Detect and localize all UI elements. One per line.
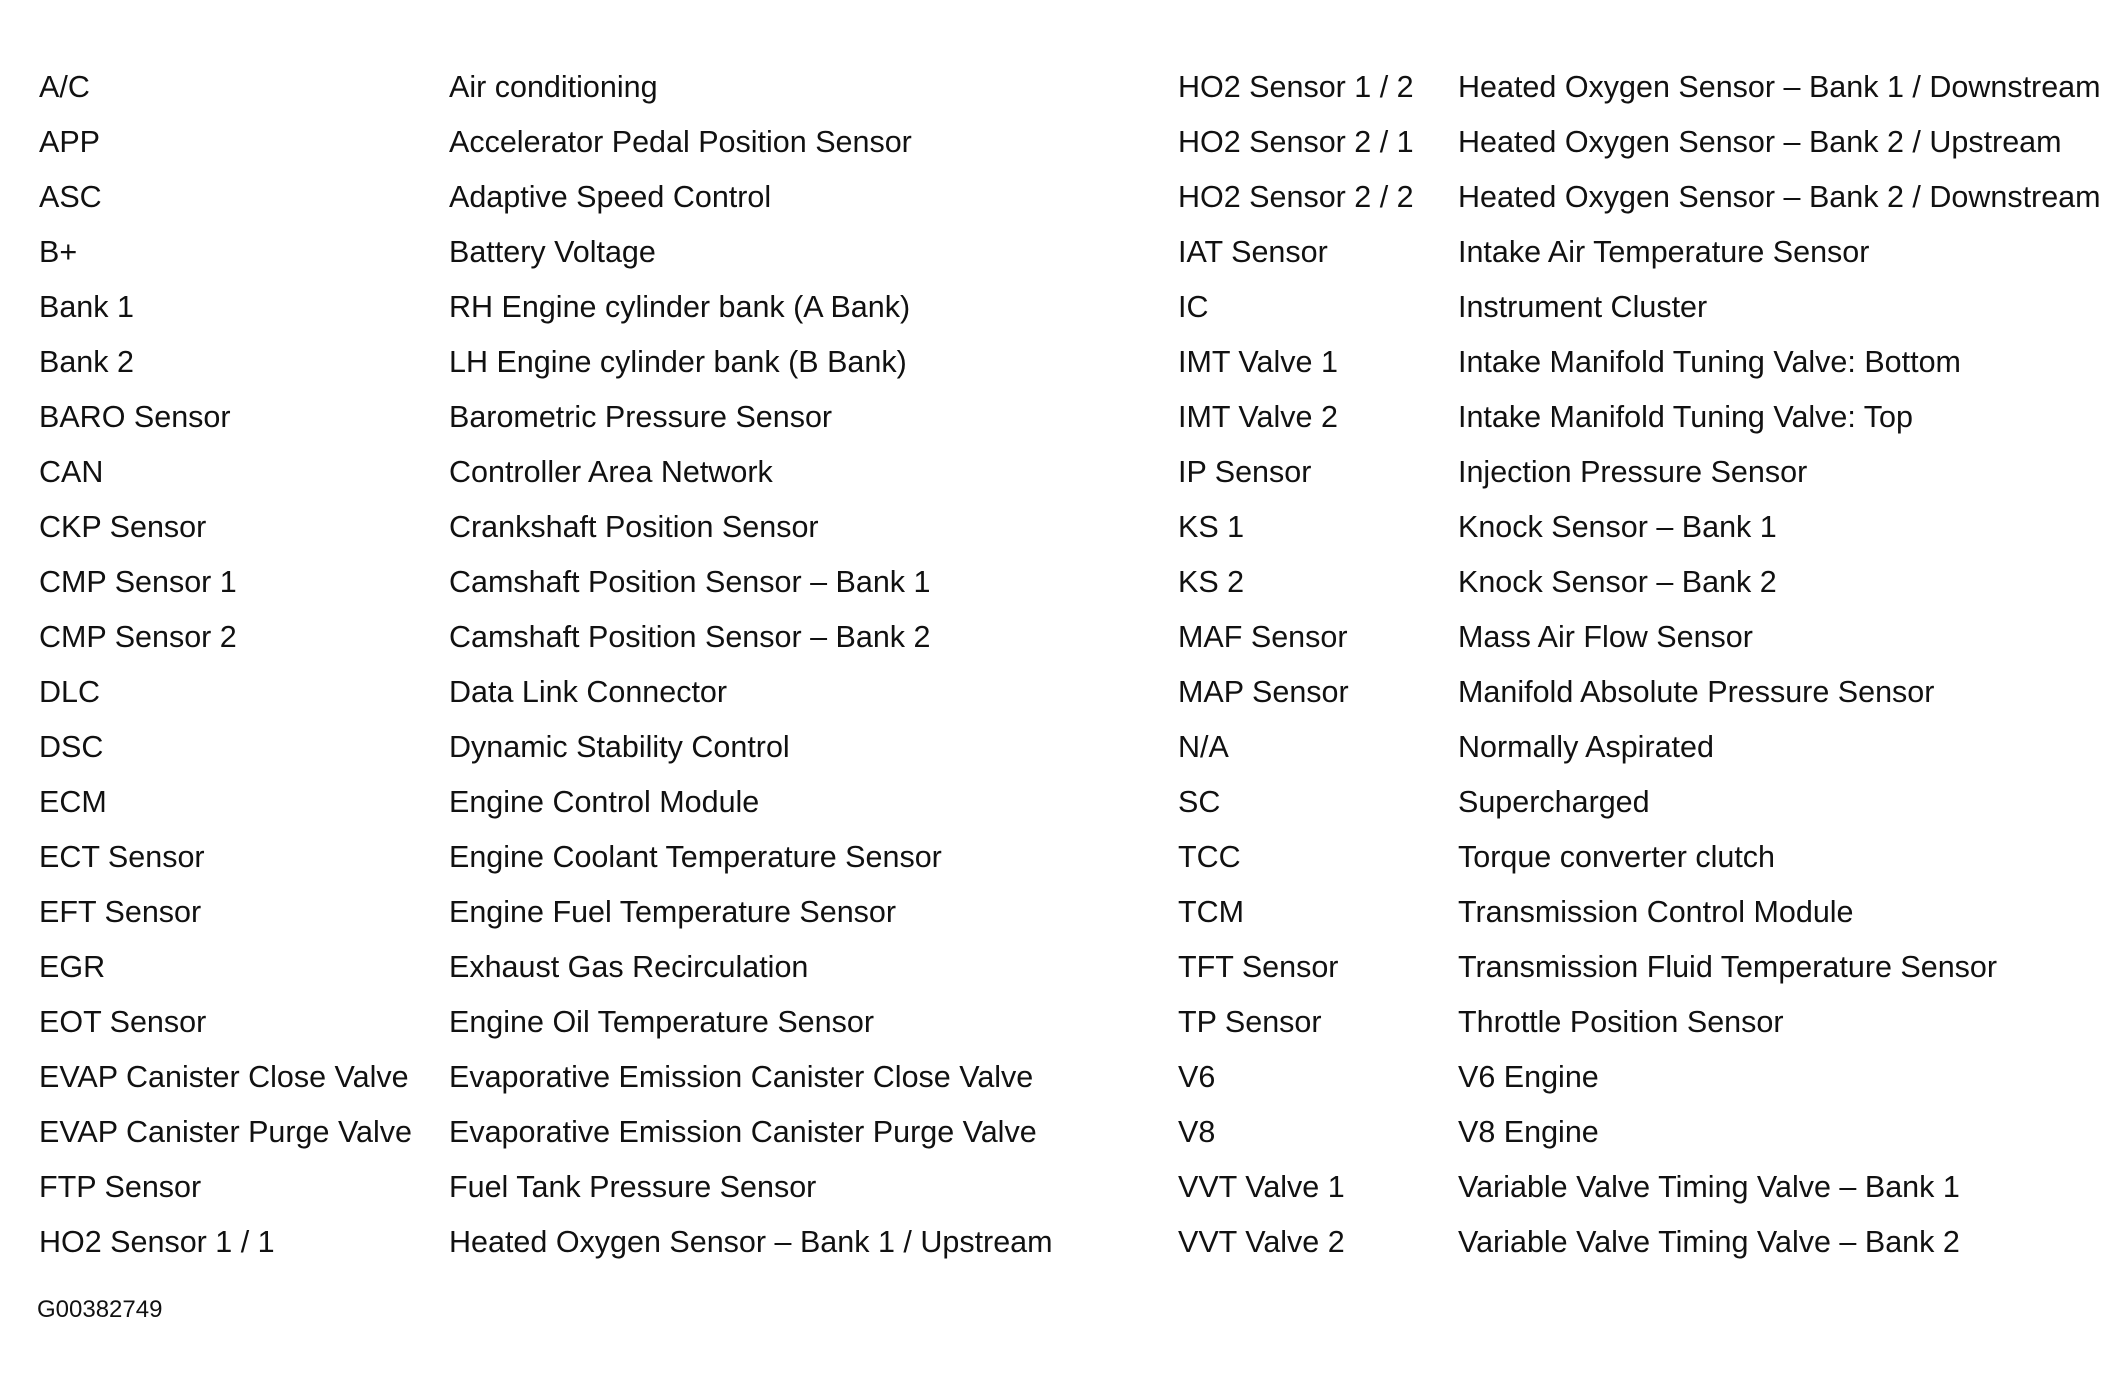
- abbreviation-definition: Instrument Cluster: [1458, 290, 1708, 324]
- abbreviation-row: [1160, 335, 2119, 390]
- abbreviation-row: [0, 500, 1160, 555]
- abbreviation-row: [1160, 280, 2119, 335]
- abbreviation-row: [1160, 170, 2119, 225]
- abbreviation-term: CAN: [39, 455, 104, 489]
- abbreviation-row: [1160, 610, 2119, 665]
- abbreviation-term: VVT Valve 1: [1178, 1170, 1345, 1204]
- abbreviation-definition: Intake Manifold Tuning Valve: Bottom: [1458, 345, 1961, 379]
- abbreviation-definition: Injection Pressure Sensor: [1458, 455, 1808, 489]
- abbreviation-term: A/C: [39, 70, 90, 104]
- abbreviation-term: EVAP Canister Close Valve: [39, 1060, 409, 1094]
- abbreviation-definition: Evaporative Emission Canister Close Valve: [449, 1060, 1034, 1094]
- abbreviation-row: [0, 610, 1160, 665]
- abbreviation-row: [1160, 390, 2119, 445]
- abbreviation-term: IMT Valve 2: [1178, 400, 1338, 434]
- abbreviation-row: [0, 1050, 1160, 1105]
- abbreviation-definition: Intake Air Temperature Sensor: [1458, 235, 1870, 269]
- abbreviation-row: [0, 390, 1160, 445]
- abbreviation-term: MAP Sensor: [1178, 675, 1349, 709]
- abbreviation-definition: Crankshaft Position Sensor: [449, 510, 819, 544]
- abbreviation-definition: V6 Engine: [1458, 1060, 1599, 1094]
- abbreviation-row: [0, 225, 1160, 280]
- abbreviation-definition: Variable Valve Timing Valve – Bank 1: [1458, 1170, 1960, 1204]
- abbreviation-definition: Engine Fuel Temperature Sensor: [449, 895, 897, 929]
- abbreviation-row: [1160, 225, 2119, 280]
- abbreviation-definition: Engine Oil Temperature Sensor: [449, 1005, 874, 1039]
- abbreviation-definition: Variable Valve Timing Valve – Bank 2: [1458, 1225, 1960, 1259]
- abbreviation-definition: Evaporative Emission Canister Purge Valve: [449, 1115, 1037, 1149]
- abbreviation-definition: V8 Engine: [1458, 1115, 1599, 1149]
- abbreviation-row: [0, 170, 1160, 225]
- abbreviation-row: [0, 1105, 1160, 1160]
- abbreviation-row: [1160, 60, 2119, 115]
- abbreviation-definition: Knock Sensor – Bank 2: [1458, 565, 1777, 599]
- abbreviation-row: [0, 60, 1160, 115]
- abbreviation-row: [1160, 995, 2119, 1050]
- abbreviation-term: DLC: [39, 675, 101, 709]
- abbreviation-row: [0, 940, 1160, 995]
- abbreviation-definition: Transmission Control Module: [1458, 895, 1854, 929]
- abbreviation-term: B+: [39, 235, 78, 269]
- abbreviation-row: [1160, 1160, 2119, 1215]
- abbreviation-term: V8: [1178, 1115, 1216, 1149]
- abbreviation-term: MAF Sensor: [1178, 620, 1348, 654]
- abbreviation-row: [0, 1215, 1160, 1270]
- abbreviation-term: TCM: [1178, 895, 1245, 929]
- abbreviation-term: ECM: [39, 785, 107, 819]
- abbreviation-row: [1160, 500, 2119, 555]
- abbreviation-row: [0, 280, 1160, 335]
- abbreviation-term: CMP Sensor 2: [39, 620, 237, 654]
- abbreviation-definition: Supercharged: [1458, 785, 1650, 819]
- abbreviation-row: [0, 555, 1160, 610]
- abbreviation-row: [1160, 940, 2119, 995]
- abbreviation-definition: Torque converter clutch: [1458, 840, 1776, 874]
- abbreviation-definition: Camshaft Position Sensor – Bank 2: [449, 620, 931, 654]
- abbreviation-definition: Transmission Fluid Temperature Sensor: [1458, 950, 1998, 984]
- abbreviation-definition: Dynamic Stability Control: [449, 730, 790, 764]
- abbreviation-row: [0, 665, 1160, 720]
- abbreviation-term: ECT Sensor: [39, 840, 205, 874]
- abbreviation-definition: Engine Coolant Temperature Sensor: [449, 840, 942, 874]
- abbreviation-term: IMT Valve 1: [1178, 345, 1338, 379]
- abbreviation-term: VVT Valve 2: [1178, 1225, 1345, 1259]
- abbreviation-term: TFT Sensor: [1178, 950, 1339, 984]
- abbreviation-definition: Knock Sensor – Bank 1: [1458, 510, 1777, 544]
- abbreviation-term: EVAP Canister Purge Valve: [39, 1115, 412, 1149]
- abbreviation-term: EFT Sensor: [39, 895, 202, 929]
- abbreviation-row: [1160, 555, 2119, 610]
- abbreviation-term: KS 2: [1178, 565, 1245, 599]
- abbreviation-term: N/A: [1178, 730, 1229, 764]
- abbreviation-term: SC: [1178, 785, 1221, 819]
- abbreviation-term: IC: [1178, 290, 1209, 324]
- abbreviation-definition: Throttle Position Sensor: [1458, 1005, 1784, 1039]
- abbreviation-definition: Intake Manifold Tuning Valve: Top: [1458, 400, 1913, 434]
- abbreviation-definition: Heated Oxygen Sensor – Bank 2 / Downstream: [1458, 180, 2101, 214]
- abbreviation-term: KS 1: [1178, 510, 1245, 544]
- abbreviation-term: EGR: [39, 950, 106, 984]
- abbreviation-definition: Heated Oxygen Sensor – Bank 1 / Upstream: [449, 1225, 1053, 1259]
- abbreviation-definition: Adaptive Speed Control: [449, 180, 772, 214]
- abbreviation-row: [0, 720, 1160, 775]
- abbreviation-definition: Accelerator Pedal Position Sensor: [449, 125, 912, 159]
- abbreviation-definition: Battery Voltage: [449, 235, 656, 269]
- abbreviation-term: HO2 Sensor 1 / 2: [1178, 70, 1414, 104]
- abbreviation-definition: Fuel Tank Pressure Sensor: [449, 1170, 817, 1204]
- abbreviation-definition: Exhaust Gas Recirculation: [449, 950, 809, 984]
- abbreviation-row: [0, 830, 1160, 885]
- abbreviation-term: HO2 Sensor 2 / 2: [1178, 180, 1414, 214]
- abbreviation-term: ASC: [39, 180, 102, 214]
- abbreviation-definition: Camshaft Position Sensor – Bank 1: [449, 565, 931, 599]
- abbreviation-row: [1160, 720, 2119, 775]
- abbreviation-definition: Manifold Absolute Pressure Sensor: [1458, 675, 1935, 709]
- abbreviation-definition: LH Engine cylinder bank (B Bank): [449, 345, 907, 379]
- abbreviation-term: APP: [39, 125, 101, 159]
- abbreviation-term: Bank 2: [39, 345, 134, 379]
- abbreviation-definition: Mass Air Flow Sensor: [1458, 620, 1753, 654]
- abbreviation-row: [0, 885, 1160, 940]
- abbreviation-definition: Data Link Connector: [449, 675, 728, 709]
- abbreviation-definition: Controller Area Network: [449, 455, 773, 489]
- abbreviation-term: Bank 1: [39, 290, 134, 324]
- abbreviation-row: [0, 775, 1160, 830]
- abbreviation-term: DSC: [39, 730, 104, 764]
- abbreviation-row: [1160, 1050, 2119, 1105]
- abbreviation-row: [1160, 1105, 2119, 1160]
- abbreviation-definition: RH Engine cylinder bank (A Bank): [449, 290, 911, 324]
- abbreviation-term: TCC: [1178, 840, 1241, 874]
- abbreviation-term: HO2 Sensor 1 / 1: [39, 1225, 275, 1259]
- abbreviation-row: [1160, 115, 2119, 170]
- abbreviation-row: [0, 995, 1160, 1050]
- abbreviation-definition: Heated Oxygen Sensor – Bank 1 / Downstream: [1458, 70, 2101, 104]
- abbreviation-definition: Barometric Pressure Sensor: [449, 400, 833, 434]
- abbreviation-row: [1160, 830, 2119, 885]
- abbreviation-row: [1160, 775, 2119, 830]
- figure-code: G00382749: [37, 1296, 163, 1323]
- abbreviation-term: BARO Sensor: [39, 400, 231, 434]
- abbreviation-row: [1160, 885, 2119, 940]
- abbreviation-definition: Air conditioning: [449, 70, 658, 104]
- abbreviation-definition: Heated Oxygen Sensor – Bank 2 / Upstream: [1458, 125, 2062, 159]
- abbreviation-definition: Normally Aspirated: [1458, 730, 1714, 764]
- abbreviation-term: V6: [1178, 1060, 1216, 1094]
- abbreviation-term: IAT Sensor: [1178, 235, 1328, 269]
- abbreviation-row: [0, 1160, 1160, 1215]
- abbreviation-row: [1160, 665, 2119, 720]
- abbreviation-term: CKP Sensor: [39, 510, 207, 544]
- abbreviation-term: CMP Sensor 1: [39, 565, 237, 599]
- abbreviation-term: HO2 Sensor 2 / 1: [1178, 125, 1414, 159]
- abbreviation-term: TP Sensor: [1178, 1005, 1322, 1039]
- abbreviation-row: [0, 115, 1160, 170]
- abbreviation-row: [0, 335, 1160, 390]
- abbreviation-definition: Engine Control Module: [449, 785, 760, 819]
- abbreviation-row: [1160, 445, 2119, 500]
- abbreviation-term: EOT Sensor: [39, 1005, 207, 1039]
- abbreviation-term: FTP Sensor: [39, 1170, 202, 1204]
- abbreviation-row: [1160, 1215, 2119, 1270]
- abbreviation-row: [0, 445, 1160, 500]
- abbreviation-term: IP Sensor: [1178, 455, 1312, 489]
